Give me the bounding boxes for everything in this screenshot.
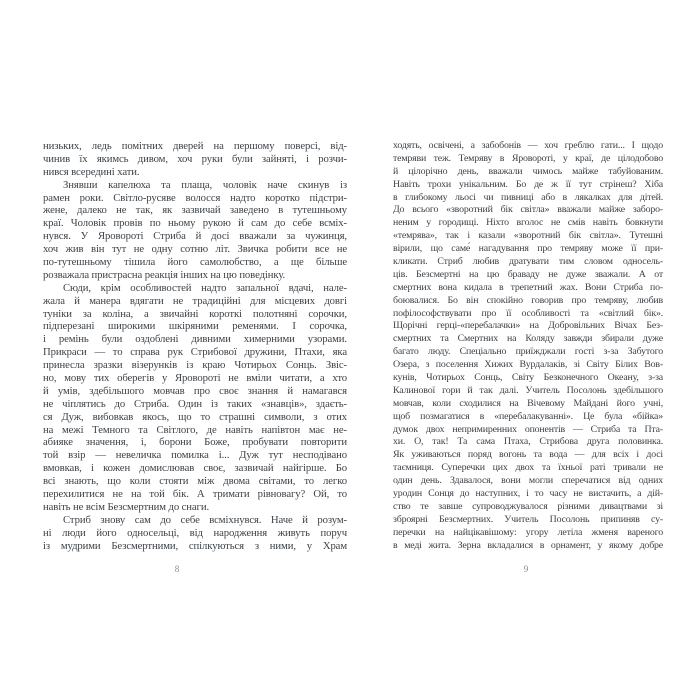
text-line: Стриб знову сам до себе всміхнувся. Наче й розум- (63, 513, 347, 526)
text-line: кликати. Стриб любив дратувати тим словом односель- (393, 256, 663, 268)
text-line: Знявши капелюха та плаща, чоловік наче скинув із (63, 178, 347, 191)
text-line: багато люду. Спеціально приїжджали гості з-за Забутого (393, 346, 663, 358)
text-line: Прикраси — то справа рук Стрибової дружини, Птахи, яка (43, 346, 347, 359)
page-left-text-block (43, 140, 347, 553)
text-line: Сюди, крім особливостей надто запальної вдачі, нале- (63, 281, 347, 294)
text-line: Озера, з поселення Хижих Вурдалаків, зі Світу Білих Вов- (393, 359, 663, 371)
text-line: перечки на найцікавішому: угору летіла жменя вареного (393, 526, 663, 538)
text-line: в глибокому льосі чи пивниці або в лякалках для дітей. (393, 191, 663, 203)
page-right-text-block (393, 140, 663, 553)
text-line: смертних та Смертних на Коляду завжди збирали дуже (393, 333, 663, 345)
text-line: До всього «зворотний бік світла» вважали майже заборо- (393, 204, 663, 216)
text-line: розважала пристрасна реакція інших на цю поведінку. (43, 268, 286, 281)
text-line: принесла зразки візерунків із краю Чотирьох Сонць. Звіс- (43, 359, 347, 372)
text-line: жене, далеко не так, як зазвичай заведено в тутешньому (43, 204, 347, 217)
text-line: нувся. У Яровороті Стриба й досі вважали за чужинця, (43, 230, 347, 243)
text-line: й умів, здебільшого мовчав про своє знання й намагався (43, 384, 347, 397)
text-line: вмовкав, і кожен домислював своє, зазвичай найгірше. Бо (43, 462, 347, 475)
text-line: смертних вона кидала в трепетний жах. Вони Стриба по- (393, 281, 663, 293)
text-line: по-тутешньому тішила його самолюбство, а ще більше (43, 256, 347, 269)
text-line: неним у городищі. Ніхто вголос не смів навіть бовкнути (393, 217, 663, 229)
text-line: підперезані широкими шкіряними ременями. І сорочка, (43, 320, 347, 333)
text-line: краї. Чоловік провів по ньому рукою й сам до себе всміх- (43, 217, 347, 230)
text-line: боювалися. Бо він спокійно говорив про темряву, любив (393, 294, 663, 306)
text-line: нився всередині хати. (43, 165, 140, 178)
text-line: й цілорічно день, вважали чимось майже табуйованим. (393, 165, 663, 177)
text-line: чинив їх якимсь дивом, хоч руки були зайняті, і розчи- (43, 152, 347, 165)
text-line: Як уживаються поряд вогонь та вода — для всіх і досі (393, 449, 663, 461)
text-line: Калинової гори й так далі. Учитель Посолонь здебільшого (393, 384, 663, 396)
text-line: Щорічні герці-«перебалачки» на Добровільних Вічах Без- (393, 320, 663, 332)
page-number-right: 9 (523, 564, 529, 574)
text-line: туніки за коліна, а звичайні короткі полотняні сорочки, (43, 307, 347, 320)
text-line: Навіть трохи унікальним. Бо де ж її тут стрінеш? Хіба (393, 178, 663, 190)
text-line: но, мову тих оберегів у Яровороті не вміли читати, а хто (43, 372, 347, 385)
text-line: всі знають, що коли стояти між двома світами, то легко (43, 475, 347, 488)
text-line: в меді жита. Зерна вкладалися в орнамент, у якому добре (393, 539, 663, 551)
text-line: темряви теж. Темряву в Яровороті, у краї, де цілодобово (393, 152, 663, 164)
text-line: «темрява», так і казали «зворотний бік світла». Тутешні (393, 230, 663, 242)
text-line: уродин Сонця до наступних, і то часу не вистачить, а дій- (393, 488, 663, 500)
text-line: хи. О, так! Та сама Птаха, Стрибова друга половинка. (393, 436, 663, 448)
text-line: рамен роки. Світло-русяве волосся надто коротко підстри- (43, 191, 347, 204)
text-line: не чіплятись до Стриба. Один із таких «знавців», здаєть- (43, 397, 347, 410)
text-line: абияке значення, і, борони Боже, пробувати повторити (43, 436, 347, 449)
text-line: і ремінь були оздоблені дивними химерними узорами. (43, 333, 347, 346)
text-line: вірили, що саме́ нагадування про темряву може її при- (393, 243, 663, 255)
text-line: щоб позмагатися в «перебалакуванні». Це була «бійка» (393, 410, 663, 422)
text-line: пофілософствувати про її особливості та «світлий бік». (393, 307, 663, 319)
text-line: мовчав, коли сходилися на Вічевому Майдані його учні, (393, 397, 663, 409)
text-line: ходять, освічені, а забобонів — хоч греблю гати... І щодо (393, 140, 663, 151)
text-line: кунів, Чотирьох Сонць, Світу Безконечного Океану, з-за (393, 372, 663, 384)
text-line: навіть не всім Безсмертним до снаги. (43, 500, 210, 513)
page-number-left: 8 (174, 564, 180, 574)
text-line: думок двох непримиренних опонентів — Стриба та Пта- (393, 423, 663, 435)
text-line: хоч жив він тут не одну сотню літ. Звичка робити все не (43, 243, 347, 256)
text-line: той взір — невеличка помилка і... Дуж тут несподівано (43, 449, 347, 462)
text-line: із мудрими Безсмертними, спілкуються з ними, у Храм (43, 539, 347, 552)
text-line: перехилитися не на той бік. А тримати рівновагу? Ой, то (43, 488, 347, 501)
text-line: жала й манера вдягати не традиційні для місцевих довгі (43, 294, 347, 307)
text-line: на межі Темного та Світлого, де навіть напівтон має не- (43, 423, 347, 436)
text-line: низьких, ледь помітних дверей на першому поверсі, від- (43, 140, 347, 152)
text-line: зброярні Безсмертних. Учитель Посолонь припиняв су- (393, 513, 663, 525)
text-line: таємниця. Суперечки цих двох та їхньої раті тривали не (393, 462, 663, 474)
text-line: ся Дуж, вибовкав якось, що то страшні символи, з отих (43, 410, 347, 423)
text-line: ні люди його односельці, від народження живуть поруч (43, 526, 347, 539)
text-line: один день. Здавалося, вони могли сперечатися від одних (393, 475, 663, 487)
text-line: ців. Безсмертні на цю браваду не дуже зважали. А от (393, 268, 663, 280)
text-line: ство те завше супроводжувалося різними дивацтвами зі (393, 500, 663, 512)
